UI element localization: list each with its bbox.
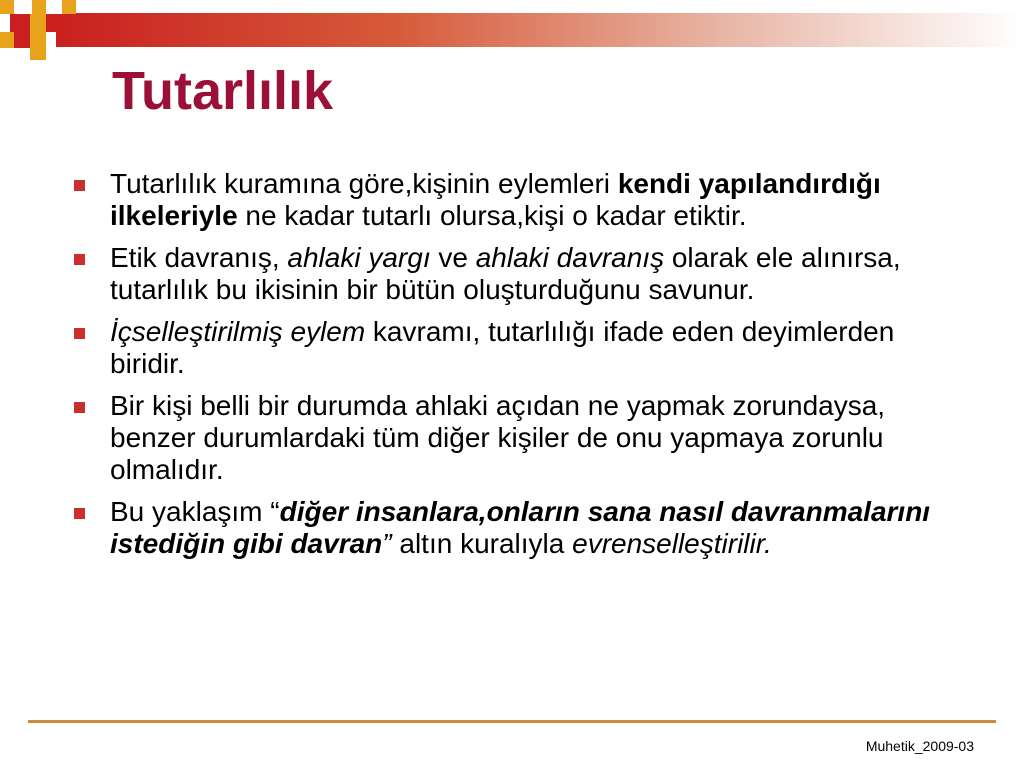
list-item bbox=[74, 168, 954, 232]
bullet-text-italic: ” bbox=[382, 528, 392, 559]
list-item bbox=[74, 496, 954, 560]
bullet-text: ne kadar tutarlı olursa,kişi o kadar etiktir. bbox=[237, 200, 747, 231]
bullet-text: ve bbox=[430, 242, 476, 273]
bullet-text: Tutarlılık kuramına göre,kişinin eylemleri bbox=[110, 168, 618, 199]
bullet-text: olarak ele alınırsa, tutarlılık bu ikisinin bir bütün oluşturduğunu savunur. bbox=[110, 242, 901, 305]
footer-text: Muhetik_2009-03 bbox=[865, 738, 974, 754]
bullet-text: Bir kişi belli bir durumda ahlaki açıdan ne yapmak zorundaysa, benzer durumlardaki tüm diğer kişiler de onu yapmaya zorunlu olmalıdır. bbox=[110, 390, 886, 485]
bullet-text-bold: kendi yapılandırdığı ilkeleriyle bbox=[110, 168, 881, 231]
bullet-text-italic: İçselleştirilmiş eylem bbox=[110, 316, 366, 347]
header-gradient-bar bbox=[56, 13, 1024, 47]
bullet-text-bold-italic: diğer insanlara,onların sana nasıl davranmalarını istediğin gibi davran bbox=[110, 496, 931, 559]
bullet-text: Bu yaklaşım “ bbox=[110, 496, 280, 527]
bullet-square-icon bbox=[74, 328, 85, 339]
list-item bbox=[74, 316, 954, 380]
bullet-square-icon bbox=[74, 508, 85, 519]
bullet-text: Etik davranış, bbox=[110, 242, 288, 273]
list-item bbox=[74, 242, 954, 306]
bullet-square-icon bbox=[74, 254, 85, 265]
bullet-square-icon bbox=[74, 402, 85, 413]
bullet-text: altın kuralıyla bbox=[391, 528, 573, 559]
bullet-text: kavramı, tutarlılığı ifade eden deyimlerden biridir. bbox=[110, 316, 895, 379]
list-item bbox=[74, 390, 954, 486]
bullet-square-icon bbox=[74, 180, 85, 191]
logo-squares-icon bbox=[0, 0, 80, 60]
bullet-text-italic: ahlaki yargı bbox=[287, 242, 431, 273]
bullet-text-italic: ahlaki davranış bbox=[475, 242, 665, 273]
slide-title: Tutarlılık bbox=[112, 61, 334, 121]
footer-divider bbox=[28, 720, 996, 723]
bullet-list bbox=[74, 168, 954, 570]
bullet-text-italic: evrenselleştirilir. bbox=[572, 528, 772, 559]
